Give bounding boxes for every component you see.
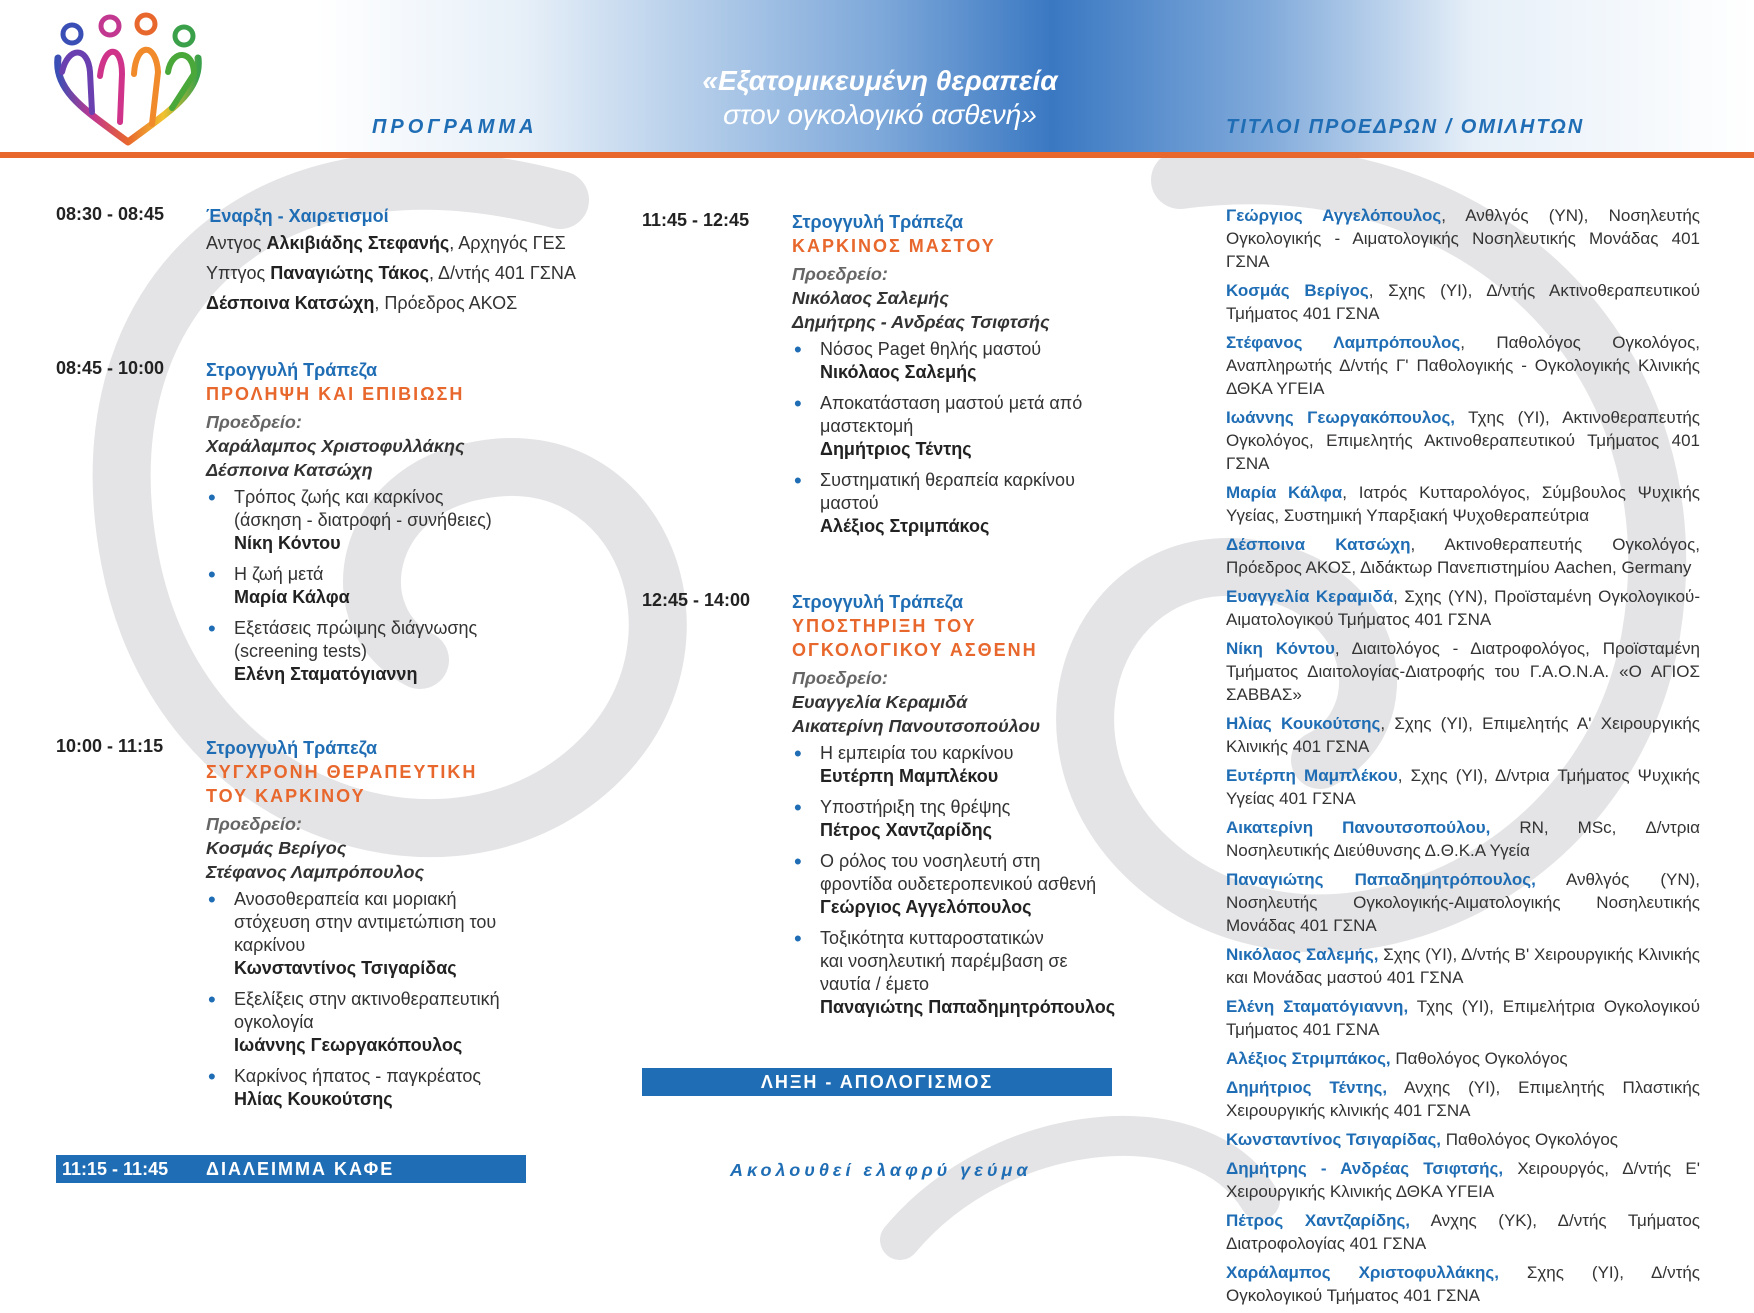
slot-time: 10:00 - 11:15 xyxy=(56,736,164,756)
speaker-title: , Ακτινοθεραπευτής Ογκολόγος, Πρόεδρος ΑΚΟΣ, Διδάκτωρ Πανεπιστημίου Aachen, Germany xyxy=(1226,535,1700,577)
speaker-entry xyxy=(1226,764,1700,810)
talk-title: (screening tests) xyxy=(234,641,368,661)
talk-speaker: Ευτέρπη Μαμπλέκου xyxy=(820,766,999,786)
slot-time: 11:45 - 12:45 xyxy=(642,210,750,230)
speaker-name: Αλέξιος Στριμπάκος, xyxy=(1226,1049,1391,1068)
speaker-title: Τχης (ΥΙ), Ακτινοθεραπευτής Ογκολόγος, Επιμελητής Ακτινοθεραπευτικού Τμήματος 401 ΓΣΝΑ xyxy=(1226,408,1700,473)
presidium-member: Κοσμάς Βερίγος xyxy=(206,838,347,858)
talk-title: ογκολογία xyxy=(234,1012,314,1032)
slot-time: 12:45 - 14:00 xyxy=(642,590,751,610)
talk-title: • Εξετάσεις πρώιμης διάγνωσης xyxy=(234,618,478,638)
talk-item xyxy=(206,617,586,686)
speaker-title: , Σχης (ΥΙ), Δ/ντής Ακτινοθεραπευτικού Τμήματος 401 ΓΣΝΑ xyxy=(1226,281,1700,323)
talk-speaker: Νικόλαος Σαλεμής xyxy=(820,362,977,382)
speaker-entry xyxy=(1226,331,1700,400)
speaker-entry xyxy=(1226,1047,1700,1070)
page-title xyxy=(640,64,1120,132)
speaker-name: Κοσμάς Βερίγος xyxy=(1226,281,1369,300)
speaker-title: Παθολόγος Ογκολόγος xyxy=(1441,1130,1618,1149)
presidium-member: Στέφανος Λαμπρόπουλος xyxy=(206,862,425,882)
speaker-name: Ελένη Σταματόγιαννη, xyxy=(1226,997,1409,1016)
slot-kind: Στρογγυλή Τράπεζα xyxy=(206,360,378,380)
session-title: ΠΡΟΛΗΨΗ ΚΑΙ ΕΠΙΒΙΩΣΗ xyxy=(206,384,465,404)
speaker-title: , Ιατρός Κυτταρολόγος, Σύμβουλος Ψυχικής Υγείας, Συστημική Υπαρξιακή Ψυχοθεραπεύτρια xyxy=(1226,483,1700,525)
talk-speaker: Νίκη Κόντου xyxy=(234,533,341,553)
session-title: ΟΓΚΟΛΟΓΙΚΟΥ ΑΣΘΕΝΗ xyxy=(792,640,1038,660)
speaker-entry xyxy=(1226,279,1700,325)
talk-title: • Ανοσοθεραπεία και μοριακή xyxy=(234,889,457,909)
talk-title: • Υποστήριξη της θρέψης xyxy=(820,797,1011,817)
speaker-name: Πέτρος Χαντζαρίδης, xyxy=(1226,1211,1411,1230)
session-title: ΥΠΟΣΤΗΡΙΞΗ ΤΟΥ xyxy=(792,616,977,636)
coffee-time: 11:15 - 11:45 xyxy=(62,1159,169,1179)
speaker-name: Ιωάννης Γεωργακόπουλος, xyxy=(1226,408,1456,427)
speaker-entry xyxy=(1226,1209,1700,1255)
greeting-line: Αντγος Αλκιβιάδης Στεφανής, Αρχηγός ΓΕΣ xyxy=(206,233,566,253)
speaker-entry xyxy=(1226,481,1700,527)
speaker-entry xyxy=(1226,406,1700,475)
speaker-entry xyxy=(1226,585,1700,631)
talk-list xyxy=(792,742,1132,1019)
speaker-entry xyxy=(1226,1076,1700,1122)
speaker-title: , Διαιτολόγος - Διατροφολόγος, Προϊσταμένη Τμήματος Διαιτολογίας-Διατροφής του Γ.Α.Ο.Ν.Α. «Ο ΑΓΙΟΣ ΣΑΒΒΑΣ» xyxy=(1226,639,1700,704)
presidium-member: Δέσποινα Κατσώχη xyxy=(206,460,373,480)
speaker-name: Μαρία Κάλφα xyxy=(1226,483,1343,502)
speaker-entry xyxy=(1226,816,1700,862)
talk-item xyxy=(792,850,1132,919)
talk-title: • Τοξικότητα κυτταροστατικών xyxy=(820,928,1044,948)
talk-speaker: Δημήτριος Τέντης xyxy=(820,439,972,459)
speaker-entry xyxy=(1226,204,1700,273)
presidium-member: Νικόλαος Σαλεμής xyxy=(792,288,949,308)
speaker-name: Νίκη Κόντου xyxy=(1226,639,1335,658)
talk-item xyxy=(206,486,586,555)
session-title: ΣΥΓΧΡΟΝΗ ΘΕΡΑΠΕΥΤΙΚΗ xyxy=(206,762,478,782)
talk-speaker: Κωνσταντίνος Τσιγαρίδας xyxy=(234,958,457,978)
slot-kind: Στρογγυλή Τράπεζα xyxy=(792,592,964,612)
session-title: ΤΟΥ ΚΑΡΚΙΝΟΥ xyxy=(206,786,366,806)
speaker-name: Δημήτρης - Ανδρέας Τσιφτσής, xyxy=(1226,1159,1504,1178)
speaker-name: Ηλίας Κουκούτσης xyxy=(1226,714,1381,733)
talk-title: • Συστηματική θεραπεία καρκίνου xyxy=(820,470,1075,490)
speaker-name: Δέσποινα Κατσώχη xyxy=(1226,535,1411,554)
coffee-break-bar xyxy=(56,1155,526,1183)
talk-speaker: Αλέξιος Στριμπάκος xyxy=(820,516,990,536)
slot-time: 08:30 - 08:45 xyxy=(56,204,165,224)
talk-title: μαστεκτομή xyxy=(820,416,914,436)
speaker-title: Σχης (ΥΙ), Δ/ντής Ογκολογικού Τμήματος 401 ΓΣΝΑ xyxy=(1226,1263,1700,1305)
presidium-member: Δημήτρης - Ανδρέας Τσιφτσής xyxy=(792,312,1050,332)
speakers-label: ΤΙΤΛΟΙ ΠΡΟΕΔΡΩΝ / ΟΜΙΛΗΤΩΝ xyxy=(1226,116,1585,138)
speaker-entry xyxy=(1226,1128,1700,1151)
speaker-title: , Σχης (ΥΝ), Προϊσταμένη Ογκολογικού-Αιματολογικού Τμήματος 401 ΓΣΝΑ xyxy=(1226,587,1700,629)
closing-label: ΛΗΞΗ - ΑΠΟΛΟΓΙΣΜΟΣ xyxy=(760,1072,994,1092)
speaker-title: , Σχης (ΥΙ), Δ/ντρια Τμήματος Ψυχικής Υγείας 401 ΓΣΝΑ xyxy=(1226,766,1700,808)
talk-title: • Καρκίνος ήπατος - παγκρέατος xyxy=(234,1066,482,1086)
talk-title: • Νόσος Paget θηλής μαστού xyxy=(820,339,1042,359)
speaker-title: , Σχης (ΥΙ), Επιμελητής Α' Χειρουργικής Κλινικής 401 ΓΣΝΑ xyxy=(1226,714,1700,756)
talk-item xyxy=(792,796,1132,842)
slot-kind: Έναρξη - Χαιρετισμοί xyxy=(206,206,389,226)
talk-title: (άσκηση - διατροφή - συνήθειες) xyxy=(234,510,492,530)
title-line-1: «Εξατομικευμένη θεραπεία xyxy=(702,65,1058,96)
talk-title: μαστού xyxy=(820,493,879,513)
family-heart-logo-icon xyxy=(48,12,208,152)
presidium-label: Προεδρείο: xyxy=(206,412,302,432)
talk-item xyxy=(792,469,1132,538)
program-label: ΠΡΟΓΡΑΜΜΑ xyxy=(372,116,538,138)
talk-item xyxy=(206,563,586,609)
speaker-title: Ανχης (ΥΙ), Επιμελητής Πλαστικής Χειρουργικής κλινικής 401 ΓΣΝΑ xyxy=(1226,1078,1700,1120)
talk-item xyxy=(792,927,1132,1019)
talk-title: • Η εμπειρία του καρκίνου xyxy=(820,743,1014,763)
speaker-name: Δημήτριος Τέντης, xyxy=(1226,1078,1388,1097)
talk-title: φροντίδα ουδετεροπενικού ασθενή xyxy=(820,874,1097,894)
talk-title: και νοσηλευτική παρέμβαση σε xyxy=(820,951,1068,971)
speaker-name: Νικόλαος Σαλεμής, xyxy=(1226,945,1379,964)
talk-title: • Η ζωή μετά xyxy=(234,564,324,584)
speaker-entry xyxy=(1226,712,1700,758)
greeting-line: Υπτγος Παναγιώτης Τάκος, Δ/ντής 401 ΓΣΝΑ xyxy=(206,263,576,283)
talk-list xyxy=(206,888,586,1111)
presidium-member: Χαράλαμπος Χριστοφυλλάκης xyxy=(206,436,465,456)
talk-speaker: Ιωάννης Γεωργακόπουλος xyxy=(234,1035,463,1055)
speaker-name: Κωνσταντίνος Τσιγαρίδας, xyxy=(1226,1130,1442,1149)
speakers-list xyxy=(1226,204,1700,1313)
speaker-name: Αικατερίνη Πανουτσοπούλου, xyxy=(1226,818,1491,837)
speaker-name: Ευτέρπη Μαμπλέκου xyxy=(1226,766,1398,785)
speaker-name: Γεώργιος Αγγελόπουλος xyxy=(1226,206,1442,225)
speaker-title: Παθολόγος Ογκολόγος xyxy=(1390,1049,1568,1068)
talk-speaker: Γεώργιος Αγγελόπουλος xyxy=(820,897,1032,917)
speaker-entry xyxy=(1226,995,1700,1041)
header-divider xyxy=(0,152,1754,158)
talk-item xyxy=(206,888,586,980)
speaker-entry xyxy=(1226,868,1700,937)
talk-list xyxy=(206,486,586,686)
footer-note: Ακολουθεί ελαφρύ γεύμα xyxy=(730,1160,1032,1180)
talk-item xyxy=(792,742,1132,788)
speaker-title: RN, MSc, Δ/ντρια Νοσηλευτικής Διεύθυνσης Δ.Θ.Κ.Α Υγεία xyxy=(1226,818,1700,860)
presidium-label: Προεδρείο: xyxy=(792,668,888,688)
talk-item xyxy=(206,988,586,1057)
speaker-title: Χειρουργός, Δ/ντής Ε' Χειρουργικής Κλινικής ΔΘΚΑ ΥΓΕΙΑ xyxy=(1226,1159,1700,1201)
speaker-title: Ανθλγός (ΥΝ), Νοσηλευτής Ογκολογικής-Αιματολογικής Νοσηλευτικής Μονάδας 401 ΓΣΝΑ xyxy=(1226,870,1700,935)
slot-time: 08:45 - 10:00 xyxy=(56,358,165,378)
coffee-label: ΔΙΑΛΕΙΜΜΑ ΚΑΦΕ xyxy=(206,1159,395,1179)
presidium-member: Ευαγγελία Κεραμιδά xyxy=(792,692,968,712)
speaker-entry xyxy=(1226,1261,1700,1307)
talk-title: • Τρόπος ζωής και καρκίνος xyxy=(234,487,444,507)
talk-title: καρκίνου xyxy=(234,935,306,955)
talk-speaker: Ηλίας Κουκούτσης xyxy=(234,1089,393,1109)
talk-speaker: Παναγιώτης Παπαδημητρόπουλος xyxy=(820,997,1116,1017)
talk-item xyxy=(206,1065,586,1111)
speaker-entry xyxy=(1226,637,1700,706)
talk-item xyxy=(792,338,1132,384)
talk-title: ναυτία / έμετο xyxy=(820,974,930,994)
speaker-entry xyxy=(1226,1157,1700,1203)
speaker-title: Ανχης (ΥΚ), Δ/ντής Τμήματος Διατροφολογίας 401 ΓΣΝΑ xyxy=(1226,1211,1700,1253)
talk-speaker: Πέτρος Χαντζαρίδης xyxy=(820,820,993,840)
slot-kind: Στρογγυλή Τράπεζα xyxy=(792,212,964,232)
speaker-title: Σχης (ΥΙ), Δ/ντής Β' Χειρουργικής Κλινικής και Μονάδας μαστού 401 ΓΣΝΑ xyxy=(1226,945,1700,987)
slot-kind: Στρογγυλή Τράπεζα xyxy=(206,738,378,758)
talk-title: στόχευση στην αντιμετώπιση του xyxy=(234,912,497,932)
speaker-title: , Παθολόγος Ογκολόγος, Αναπληρωτής Δ/ντής Γ' Παθολογικής - Ογκολογικής Κλινικής ΔΘΚΑ ΥΓΕΙΑ xyxy=(1226,333,1701,398)
session-title: ΚΑΡΚΙΝΟΣ ΜΑΣΤΟΥ xyxy=(792,236,996,256)
talk-item xyxy=(792,392,1132,461)
talk-title: • Εξελίξεις στην ακτινοθεραπευτική xyxy=(234,989,500,1009)
speaker-name: Στέφανος Λαμπρόπουλος xyxy=(1226,333,1461,352)
talk-speaker: Μαρία Κάλφα xyxy=(234,587,350,607)
greeting-line: Δέσποινα Κατσώχη, Πρόεδρος ΑΚΟΣ xyxy=(206,293,518,313)
speaker-name: Ευαγγελία Κεραμιδά xyxy=(1226,587,1394,606)
speaker-name: Παναγιώτης Παπαδημητρόπουλος, xyxy=(1226,870,1536,889)
presidium-member: Αικατερίνη Πανουτσοπούλου xyxy=(792,716,1041,736)
closing-bar xyxy=(642,1068,1112,1096)
presidium-label: Προεδρείο: xyxy=(792,264,888,284)
talk-title: • Αποκατάσταση μαστού μετά από xyxy=(820,393,1083,413)
speaker-title: , Ανθλγός (ΥΝ), Νοσηλευτής Ογκολογικής - Αιματολογικής Νοσηλευτικής Μονάδας 401 ΓΣΝΑ xyxy=(1226,206,1701,271)
talk-speaker: Ελένη Σταματόγιαννη xyxy=(234,664,418,684)
talk-list xyxy=(792,338,1132,538)
speaker-entry xyxy=(1226,533,1700,579)
speaker-entry xyxy=(1226,943,1700,989)
talk-title: • Ο ρόλος του νοσηλευτή στη xyxy=(820,851,1041,871)
speaker-title: Τχης (ΥΙ), Επιμελήτρια Ογκολογικού Τμήματος 401 ΓΣΝΑ xyxy=(1226,997,1700,1039)
title-line-2: στον ογκολογικό ασθενή» xyxy=(723,99,1037,130)
speaker-name: Χαράλαμπος Χριστοφυλλάκης, xyxy=(1226,1263,1499,1282)
presidium-label: Προεδρείο: xyxy=(206,814,302,834)
